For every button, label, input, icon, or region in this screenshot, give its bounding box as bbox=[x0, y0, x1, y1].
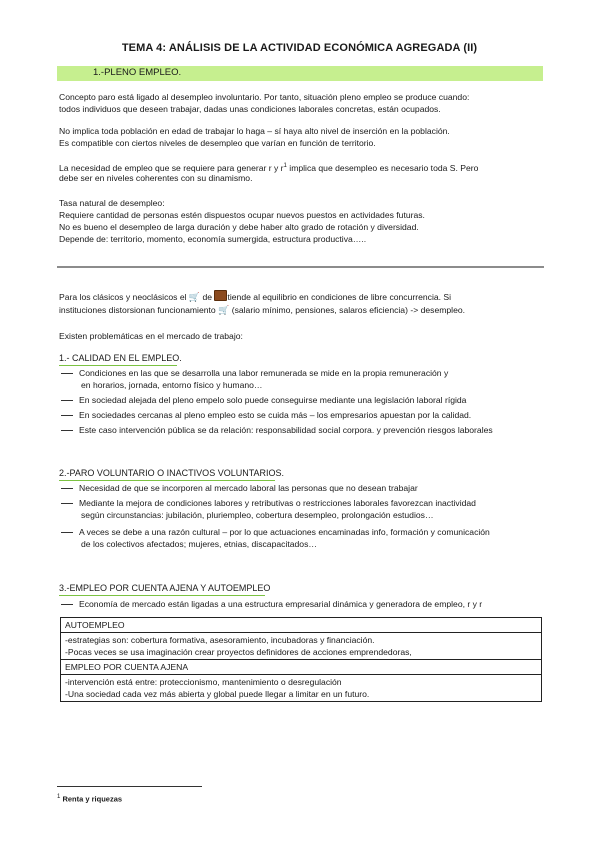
paragraph-with-icons: Para los clásicos y neoclásicos el 🛒 de tiende al equilibrio en condiciones de libre concurrencia. Si bbox=[59, 292, 452, 302]
paragraph: Concepto paro está ligado al desempleo involuntario. Por tanto, situación pleno empleo se produce cuando: bbox=[59, 92, 470, 102]
list-item-continuation: de los colectivos afectados; mujeres, etnias, discapacitados… bbox=[81, 539, 317, 549]
dash-bullet-icon bbox=[61, 503, 73, 504]
paragraph: No implica toda población en edad de trabajar lo haga – sí haya alto nivel de inserción en la población. bbox=[59, 126, 450, 136]
list-item: En sociedad alejada del pleno empelo solo puede conseguirse mediante una legislación laboral rígida bbox=[61, 394, 466, 406]
briefcase-icon bbox=[214, 290, 227, 301]
section-1-banner bbox=[57, 66, 543, 81]
paragraph: todos individuos que deseen trabajar, dadas unas condiciones laborales concretas, están ocupados. bbox=[59, 104, 441, 114]
paragraph: Es compatible con ciertos niveles de desempleo que varían en función de territorio. bbox=[59, 138, 376, 148]
section-1-heading: 1.-PLENO EMPLEO. bbox=[93, 67, 182, 78]
dash-bullet-icon bbox=[61, 373, 73, 374]
info-table bbox=[60, 617, 542, 702]
subsection-heading-empleo: 3.-EMPLEO POR CUENTA AJENA Y AUTOEMPLEO bbox=[59, 583, 270, 593]
paragraph: Existen problemáticas en el mercado de trabajo: bbox=[59, 331, 243, 341]
paragraph: Tasa natural de desempleo: bbox=[59, 198, 165, 208]
paragraph-with-footnote: La necesidad de empleo que se requiere para generar r y $r^1$ implica que desempleo es necesario toda S. Pero bbox=[59, 162, 479, 173]
table-cell-header: EMPLEO POR CUENTA AJENA bbox=[61, 660, 542, 675]
subsection-heading-paro: 2.-PARO VOLUNTARIO O INACTIVOS VOLUNTARIOS. bbox=[59, 468, 284, 478]
document-title: TEMA 4: ANÁLISIS DE LA ACTIVIDAD ECONÓMICA AGREGADA (II) bbox=[121, 42, 478, 54]
paragraph: No es bueno el desempleo de larga duración y debe haber alto grado de rotación y diversidad. bbox=[59, 222, 419, 232]
paragraph: Depende de: territorio, momento, economía sumergida, estructura productiva….. bbox=[59, 234, 367, 244]
shopping-cart-icon: 🛒 bbox=[218, 305, 230, 315]
list-item: En sociedades cercanas al pleno empleo esto se cuida más – los empresarios apuestan por la calidad. bbox=[61, 409, 471, 421]
list-item: Condiciones en las que se desarrolla una labor remunerada se mide en la propia remuneración y bbox=[61, 367, 448, 379]
footnote-separator bbox=[57, 786, 202, 787]
dash-bullet-icon bbox=[61, 532, 73, 533]
dash-bullet-icon bbox=[61, 430, 73, 431]
paragraph: Requiere cantidad de personas estén dispuestos ocupar nuevos puestos en actividades futuras. bbox=[59, 210, 425, 220]
shopping-cart-icon: 🛒 bbox=[188, 292, 201, 302]
list-item-continuation: en horarios, jornada, entorno físico y humano… bbox=[81, 380, 263, 390]
heading-underline bbox=[59, 595, 265, 596]
subsection-heading-calidad: 1.- CALIDAD EN EL EMPLEO. bbox=[59, 353, 182, 363]
table-cell-header: AUTOEMPLEO bbox=[61, 618, 542, 633]
dash-bullet-icon bbox=[61, 400, 73, 401]
dash-bullet-icon bbox=[61, 604, 73, 605]
horizontal-divider bbox=[57, 266, 544, 268]
dash-bullet-icon bbox=[61, 488, 73, 489]
list-item: A veces se debe a una razón cultural – por lo que actuaciones encaminadas info, formación y comunicación bbox=[61, 526, 490, 538]
heading-underline bbox=[59, 480, 275, 481]
footnote: $^1$ Renta y riquezas bbox=[57, 794, 123, 804]
dash-bullet-icon bbox=[61, 415, 73, 416]
paragraph: debe ser en niveles coherentes con su dinamismo. bbox=[59, 173, 253, 183]
list-item-continuation: según circunstancias: jubilación, pluriempleo, cobertura desempleo, prolongación estudios… bbox=[81, 510, 434, 520]
paragraph-with-icons: instituciones distorsionan funcionamiento 🛒 (salario mínimo, pensiones, salaros eficiencia) -> desempleo. bbox=[59, 305, 466, 315]
list-item: Este caso intervención pública se da relación: responsabilidad social corpora. y prevención riesgos laborales bbox=[61, 424, 493, 436]
table-cell: -intervención está entre: proteccionismo, mantenimiento o desregulación -Una sociedad cada vez más abierta y global puede llegar a limitar en un futuro. bbox=[61, 675, 542, 702]
heading-underline bbox=[59, 365, 177, 366]
list-item: Economía de mercado están ligadas a una estructura empresarial dinámica y generadora de empleo, r y r bbox=[61, 598, 482, 610]
list-item: Mediante la mejora de condiciones labores y retributivas o restricciones laborales favorezcan inactividad bbox=[61, 497, 476, 509]
table-cell: -estrategias son: cobertura formativa, asesoramiento, incubadoras y financiación. -Pocas veces se usa imaginación crear proyectos definidores de acciones emprendedoras, bbox=[61, 633, 542, 660]
list-item: Necesidad de que se incorporen al mercado laboral las personas que no desean trabajar bbox=[61, 482, 418, 494]
